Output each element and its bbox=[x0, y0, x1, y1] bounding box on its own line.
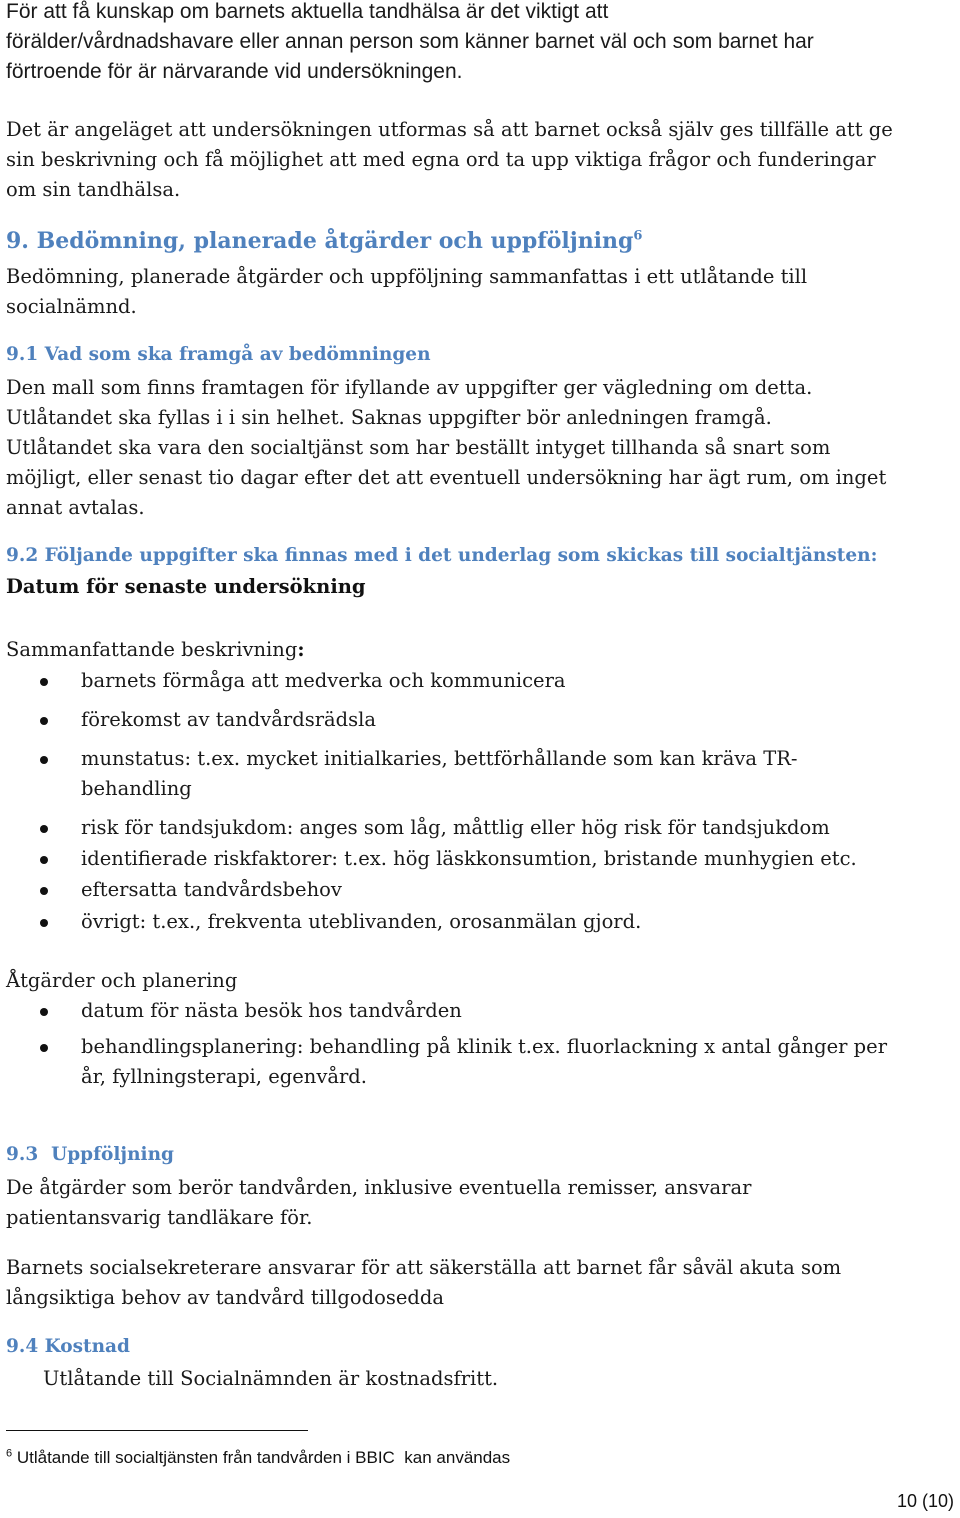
intro-p1-line-3: förtroende för är närvarande vid undersökningen. bbox=[6, 60, 463, 83]
intro-p2-line-1: Det är angeläget att undersökningen utformas så att barnet också själv ges tillfälle att ge bbox=[6, 118, 893, 141]
section-9-4-body: Utlåtande till Socialnämnden är kostnadsfritt. bbox=[43, 1367, 499, 1390]
summary-item-2: förekomst av tandvårdsrädsla bbox=[81, 708, 377, 731]
footnote-ref: 6 bbox=[633, 228, 643, 244]
bullet-dot bbox=[40, 717, 48, 725]
footnote-text: Utlåtande till socialtjänsten från tandvården i BBIC kan användas bbox=[12, 1448, 511, 1467]
intro-p1-line-2: förälder/vårdnadshavare eller annan person som känner barnet väl och som barnet har bbox=[6, 30, 814, 53]
summary-item-3: munstatus: t.ex. mycket initialkaries, bettförhållande som kan kräva TR- bbox=[81, 747, 798, 770]
actions-item-2-cont: år, fyllningsterapi, egenvård. bbox=[81, 1065, 367, 1088]
section-9-1-line-5: annat avtalas. bbox=[6, 496, 145, 519]
footnote-divider bbox=[6, 1430, 308, 1431]
summary-label: Sammanfattande beskrivning: bbox=[6, 638, 305, 661]
bullet-dot bbox=[40, 856, 48, 864]
bullet-dot bbox=[40, 678, 48, 686]
section-9-heading: 9. Bedömning, planerade åtgärder och uppföljning$^6$ bbox=[6, 228, 643, 254]
section-9-1-line-3: Utlåtandet ska vara den socialtjänst som har beställt intyget tillhanda så snart som bbox=[6, 436, 831, 459]
section-9-1-line-1: Den mall som finns framtagen för ifyllande av uppgifter ger vägledning om detta. bbox=[6, 376, 813, 399]
date-label: Datum för senaste undersökning bbox=[6, 575, 366, 598]
bullet-dot bbox=[40, 919, 48, 927]
section-9-1-heading: 9.1 Vad som ska framgå av bedömningen bbox=[6, 344, 431, 365]
section-9-line-2: socialnämnd. bbox=[6, 295, 137, 318]
summary-item-3-cont: behandling bbox=[81, 777, 192, 800]
bullet-dot bbox=[40, 1044, 48, 1052]
summary-item-4: risk för tandsjukdom: anges som låg, måttlig eller hög risk för tandsjukdom bbox=[81, 816, 830, 839]
intro-p2-line-2: sin beskrivning och få möjlighet att med egna ord ta upp viktiga frågor och funderingar bbox=[6, 148, 876, 171]
intro-p2-line-3: om sin tandhälsa. bbox=[6, 178, 181, 201]
section-9-line-1: Bedömning, planerade åtgärder och uppföljning sammanfattas i ett utlåtande till bbox=[6, 265, 808, 288]
summary-item-1: barnets förmåga att medverka och kommunicera bbox=[81, 669, 566, 692]
actions-item-1: datum för nästa besök hos tandvården bbox=[81, 999, 462, 1022]
bullet-dot bbox=[40, 825, 48, 833]
section-9-3-p2-line-2: långsiktiga behov av tandvård tillgodosedda bbox=[6, 1286, 444, 1309]
section-9-3-p2-line-1: Barnets socialsekreterare ansvarar för att säkerställa att barnet får såväl akuta som bbox=[6, 1256, 842, 1279]
section-9-4-heading: 9.4 Kostnad bbox=[6, 1336, 130, 1357]
section-9-2-heading: 9.2 Följande uppgifter ska finnas med i det underlag som skickas till socialtjänsten: bbox=[6, 545, 878, 566]
summary-item-6: eftersatta tandvårdsbehov bbox=[81, 878, 342, 901]
bullet-dot bbox=[40, 756, 48, 764]
section-9-3-p1-line-2: patientansvarig tandläkare för. bbox=[6, 1206, 313, 1229]
section-9-3-p1-line-1: De åtgärder som berör tandvården, inklusive eventuella remisser, ansvarar bbox=[6, 1176, 752, 1199]
bullet-dot bbox=[40, 1008, 48, 1016]
summary-item-7: övrigt: t.ex., frekventa uteblivanden, orosanmälan gjord. bbox=[81, 910, 642, 933]
footnote bbox=[6, 1446, 510, 1470]
intro-p1-line-1: För att få kunskap om barnets aktuella tandhälsa är det viktigt att bbox=[6, 0, 609, 23]
bullet-dot bbox=[40, 887, 48, 895]
section-9-1-line-2: Utlåtandet ska fyllas i i sin helhet. Saknas uppgifter bör anledningen framgå. bbox=[6, 406, 772, 429]
page-number: 10 (10) bbox=[896, 1491, 954, 1511]
section-9-3-heading: 9.3 Uppföljning bbox=[6, 1144, 174, 1165]
summary-item-5: identifierade riskfaktorer: t.ex. hög läskkonsumtion, bristande munhygien etc. bbox=[81, 847, 857, 870]
actions-item-2: behandlingsplanering: behandling på klinik t.ex. fluorlackning x antal gånger per bbox=[81, 1035, 888, 1058]
actions-label: Åtgärder och planering bbox=[6, 969, 238, 992]
footnote-number: 6 bbox=[6, 1447, 13, 1460]
section-9-1-line-4: möjligt, eller senast tio dagar efter det att eventuell undersökning har ägt rum, om inget bbox=[6, 466, 887, 489]
